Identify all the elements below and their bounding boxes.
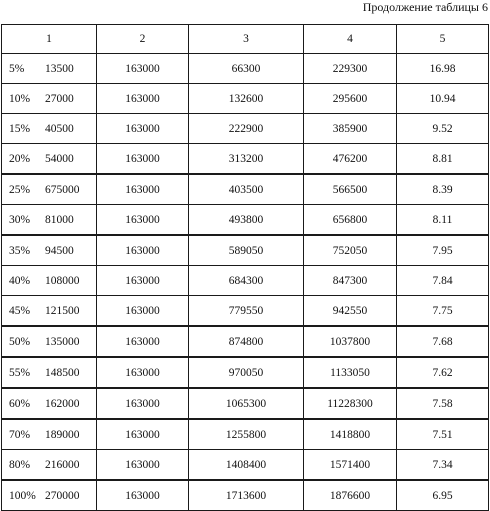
cell-col-3: 222900	[189, 114, 304, 144]
column-header-3: 3	[189, 25, 304, 54]
cell-rate-amount	[2, 357, 97, 388]
table-row	[2, 84, 489, 114]
cell-col-4: 1418800	[304, 419, 397, 450]
rate-amount: 148500	[45, 366, 80, 379]
cell-col-4: 1876600	[304, 480, 397, 511]
cell-col-3: 66300	[189, 54, 304, 84]
cell-col-3: 874800	[189, 326, 304, 357]
column-header-1: 1	[2, 25, 97, 54]
rate-percent: 50%	[9, 335, 31, 348]
cell-col-3: 1255800	[189, 419, 304, 450]
rate-amount: 216000	[45, 458, 80, 471]
table-row	[2, 235, 489, 266]
rate-amount: 189000	[45, 428, 80, 441]
table-row	[2, 388, 489, 419]
table-row	[2, 480, 489, 511]
column-header-4: 4	[304, 25, 397, 54]
rate-percent: 100%	[9, 489, 36, 502]
cell-rate-amount	[2, 480, 97, 511]
cell-col-5: 7.51	[397, 419, 489, 450]
cell-col-5: 7.95	[397, 235, 489, 266]
cell-col-2: 163000	[97, 235, 189, 266]
table-row	[2, 144, 489, 175]
column-header-5: 5	[397, 25, 489, 54]
cell-rate-amount	[2, 296, 97, 327]
cell-rate-amount	[2, 450, 97, 481]
cell-col-4: 476200	[304, 144, 397, 175]
rate-amount: 270000	[45, 489, 80, 502]
rate-amount: 40500	[45, 122, 74, 135]
header-row	[2, 25, 489, 54]
table-row	[2, 54, 489, 84]
cell-rate-amount	[2, 54, 97, 84]
cell-col-3: 970050	[189, 357, 304, 388]
cell-col-2: 163000	[97, 450, 189, 481]
table-row	[2, 450, 489, 481]
cell-col-5: 8.39	[397, 174, 489, 205]
rate-percent: 45%	[9, 304, 31, 317]
rate-percent: 70%	[9, 428, 31, 441]
cell-col-5: 7.62	[397, 357, 489, 388]
rate-percent: 80%	[9, 458, 31, 471]
cell-col-2: 163000	[97, 419, 189, 450]
table-row	[2, 357, 489, 388]
cell-col-2: 163000	[97, 357, 189, 388]
cell-col-2: 163000	[97, 84, 189, 114]
table-body	[2, 54, 489, 511]
cell-rate-amount	[2, 174, 97, 205]
cell-col-2: 163000	[97, 388, 189, 419]
cell-col-2: 163000	[97, 205, 189, 236]
cell-col-2: 163000	[97, 54, 189, 84]
rate-amount: 54000	[45, 152, 74, 165]
cell-rate-amount	[2, 419, 97, 450]
cell-col-4: 385900	[304, 114, 397, 144]
cell-rate-amount	[2, 326, 97, 357]
cell-col-4: 229300	[304, 54, 397, 84]
cell-col-3: 403500	[189, 174, 304, 205]
cell-col-5: 7.84	[397, 266, 489, 296]
cell-col-2: 163000	[97, 114, 189, 144]
rate-percent: 55%	[9, 366, 31, 379]
cell-col-5: 8.81	[397, 144, 489, 175]
cell-col-5: 9.52	[397, 114, 489, 144]
rate-percent: 35%	[9, 244, 31, 257]
rate-percent: 60%	[9, 397, 31, 410]
cell-col-4: 1571400	[304, 450, 397, 481]
column-header-2: 2	[97, 25, 189, 54]
cell-col-3: 1065300	[189, 388, 304, 419]
rate-percent: 15%	[9, 122, 31, 135]
cell-col-4: 566500	[304, 174, 397, 205]
cell-col-3: 779550	[189, 296, 304, 327]
rate-amount: 81000	[45, 213, 74, 226]
rate-percent: 20%	[9, 152, 31, 165]
cell-col-5: 7.34	[397, 450, 489, 481]
cell-rate-amount	[2, 266, 97, 296]
rate-percent: 25%	[9, 183, 31, 196]
cell-col-2: 163000	[97, 144, 189, 175]
data-table	[1, 24, 489, 511]
cell-col-5: 8.11	[397, 205, 489, 236]
cell-col-3: 132600	[189, 84, 304, 114]
cell-rate-amount	[2, 235, 97, 266]
cell-rate-amount	[2, 205, 97, 236]
rate-percent: 30%	[9, 213, 31, 226]
cell-col-2: 163000	[97, 296, 189, 327]
cell-col-4: 752050	[304, 235, 397, 266]
cell-col-3: 1713600	[189, 480, 304, 511]
cell-col-4: 295600	[304, 84, 397, 114]
cell-col-4: 1037800	[304, 326, 397, 357]
cell-col-2: 163000	[97, 174, 189, 205]
rate-amount: 135000	[45, 335, 80, 348]
cell-col-3: 1408400	[189, 450, 304, 481]
table-row	[2, 419, 489, 450]
cell-col-3: 684300	[189, 266, 304, 296]
cell-col-3: 493800	[189, 205, 304, 236]
cell-rate-amount	[2, 388, 97, 419]
table-row	[2, 296, 489, 327]
cell-col-4: 847300	[304, 266, 397, 296]
cell-col-5: 6.95	[397, 480, 489, 511]
table-row	[2, 174, 489, 205]
rate-amount: 162000	[45, 397, 80, 410]
cell-col-4: 1133050	[304, 357, 397, 388]
rate-amount: 108000	[45, 274, 80, 287]
cell-rate-amount	[2, 114, 97, 144]
cell-col-4: 942550	[304, 296, 397, 327]
cell-col-2: 163000	[97, 266, 189, 296]
cell-col-2: 163000	[97, 326, 189, 357]
cell-col-5: 7.75	[397, 296, 489, 327]
cell-col-3: 313200	[189, 144, 304, 175]
table-header	[2, 25, 489, 54]
cell-col-3: 589050	[189, 235, 304, 266]
table-row	[2, 266, 489, 296]
cell-col-4: 11228300	[304, 388, 397, 419]
table-row	[2, 326, 489, 357]
rate-percent: 5%	[9, 62, 25, 75]
rate-amount: 27000	[45, 92, 74, 105]
table-row	[2, 205, 489, 236]
cell-col-5: 10.94	[397, 84, 489, 114]
rate-amount: 675000	[45, 183, 80, 196]
rate-percent: 40%	[9, 274, 31, 287]
cell-rate-amount	[2, 84, 97, 114]
table-row	[2, 114, 489, 144]
table-caption: Продолжение таблицы 6	[362, 0, 488, 14]
rate-amount: 121500	[45, 304, 80, 317]
cell-col-5: 7.68	[397, 326, 489, 357]
rate-amount: 94500	[45, 244, 74, 257]
cell-col-5: 7.58	[397, 388, 489, 419]
cell-col-4: 656800	[304, 205, 397, 236]
rate-amount: 13500	[45, 62, 74, 75]
cell-col-2: 163000	[97, 480, 189, 511]
rate-percent: 10%	[9, 92, 31, 105]
cell-col-5: 16.98	[397, 54, 489, 84]
cell-rate-amount	[2, 144, 97, 175]
